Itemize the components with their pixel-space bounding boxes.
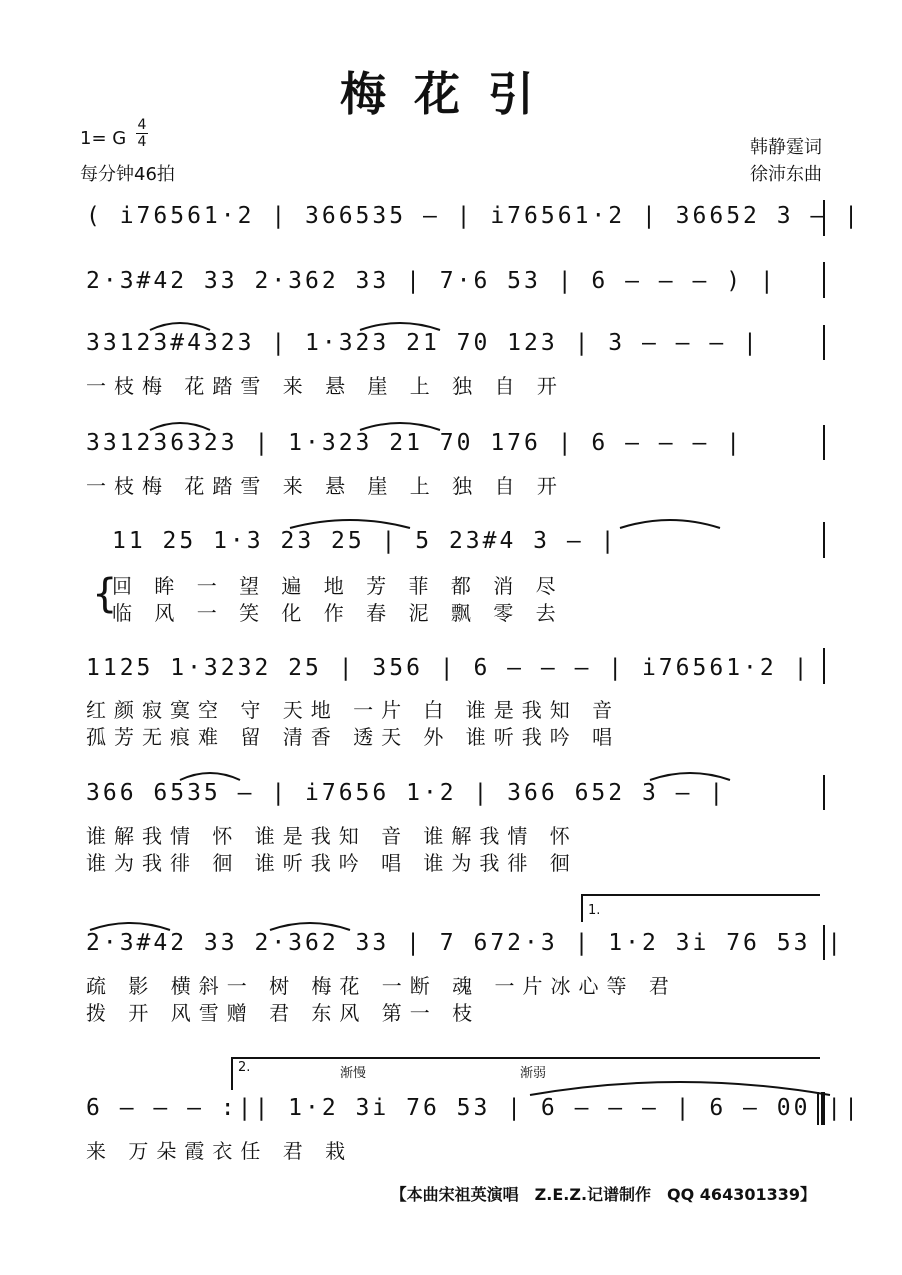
system-1: ( i76561·2 | 366535 — | i76561·2 | 36652 3 — | bbox=[86, 203, 861, 229]
lyric-line-1: 一枝梅 花踏雪 来 悬 崖 上 独 自 开 bbox=[86, 374, 565, 398]
time-denominator: 4 bbox=[137, 134, 147, 150]
lyric-line-10: 拨 开 风雪赠 君 东风 第一 枝 bbox=[86, 1001, 481, 1025]
slur bbox=[290, 520, 410, 528]
slur bbox=[270, 923, 350, 930]
composer-credit: 徐沛东曲 bbox=[750, 164, 822, 185]
slur bbox=[360, 423, 440, 430]
system-7: 366 6535 — | i7656 1·2 | 366 652 3 — | bbox=[86, 780, 727, 806]
slur bbox=[360, 323, 440, 330]
lyric-line-8: 谁为我徘 徊 谁听我吟 唱 谁为我徘 徊 bbox=[86, 851, 578, 875]
system-5: 11 25 1·3 23 25 | 5 23#4 3 — | bbox=[112, 528, 618, 554]
lyricist-credit: 韩静霆词 bbox=[750, 137, 822, 158]
key-label: 1= G bbox=[80, 128, 127, 149]
lyric-line-2: 一枝梅 花踏雪 来 悬 崖 上 独 自 开 bbox=[86, 474, 565, 498]
system-9: 6 — — — :|| 1·2 3i 76 53 | 6 — — — | 6 — 00 || bbox=[86, 1095, 861, 1121]
system-3: 33123#4323 | 1·323 21 70 123 | 3 — — — | bbox=[86, 330, 760, 356]
slur bbox=[90, 923, 170, 930]
tempo-marking: 每分钟46拍 bbox=[80, 164, 175, 185]
song-title: 梅花引 bbox=[340, 67, 562, 121]
volta-2-bracket bbox=[232, 1058, 820, 1090]
slur bbox=[150, 423, 210, 430]
lyric-line-6: 孤芳无痕难 留 清香 透天 外 谁听我吟 唱 bbox=[86, 725, 621, 749]
dynamic-diminuendo: 渐弱 bbox=[520, 1066, 547, 1081]
footer-credit: 【本曲宋祖英演唱 Z.E.Z.记谱制作 QQ 464301339】 bbox=[390, 1185, 816, 1204]
system-2: 2·3#42 33 2·362 33 | 7·6 53 | 6 — — — ) | bbox=[86, 268, 777, 294]
time-numerator: 4 bbox=[137, 117, 147, 133]
slur bbox=[650, 773, 730, 780]
lyric-line-7: 谁解我情 怀 谁是我知 音 谁解我情 怀 bbox=[86, 824, 578, 848]
slur bbox=[620, 520, 720, 528]
volta-2-label: 2. bbox=[238, 1060, 251, 1075]
lyric-line-9: 疏 影 横斜一 树 梅花 一断 魂 一片冰心等 君 bbox=[86, 974, 677, 998]
verse-brace: { bbox=[92, 571, 118, 617]
lyric-line-5: 红颜寂寞空 守 天地 一片 白 谁是我知 音 bbox=[86, 698, 621, 722]
lyric-line-3: 回 眸 一 望 遍 地 芳 菲 都 消 尽 bbox=[112, 574, 564, 598]
system-6: 1125 1·3232 25 | 356 | 6 — — — | i76561·2 | bbox=[86, 655, 811, 681]
system-8: 2·3#42 33 2·362 33 | 7 672·3 | 1·2 3i 76 53 | bbox=[86, 930, 845, 956]
system-4: 331236323 | 1·323 21 70 176 | 6 — — — | bbox=[86, 430, 744, 456]
slur bbox=[150, 323, 210, 330]
lyric-line-11: 来 万朵霞衣任 君 栽 bbox=[86, 1139, 354, 1163]
volta-1-bracket bbox=[582, 895, 820, 922]
lyric-line-4: 临 风 一 笑 化 作 春 泥 飘 零 去 bbox=[112, 601, 564, 625]
dynamic-ritardando: 渐慢 bbox=[340, 1066, 367, 1081]
slur bbox=[530, 1082, 830, 1095]
volta-1-label: 1. bbox=[588, 903, 601, 918]
slur bbox=[180, 773, 240, 780]
